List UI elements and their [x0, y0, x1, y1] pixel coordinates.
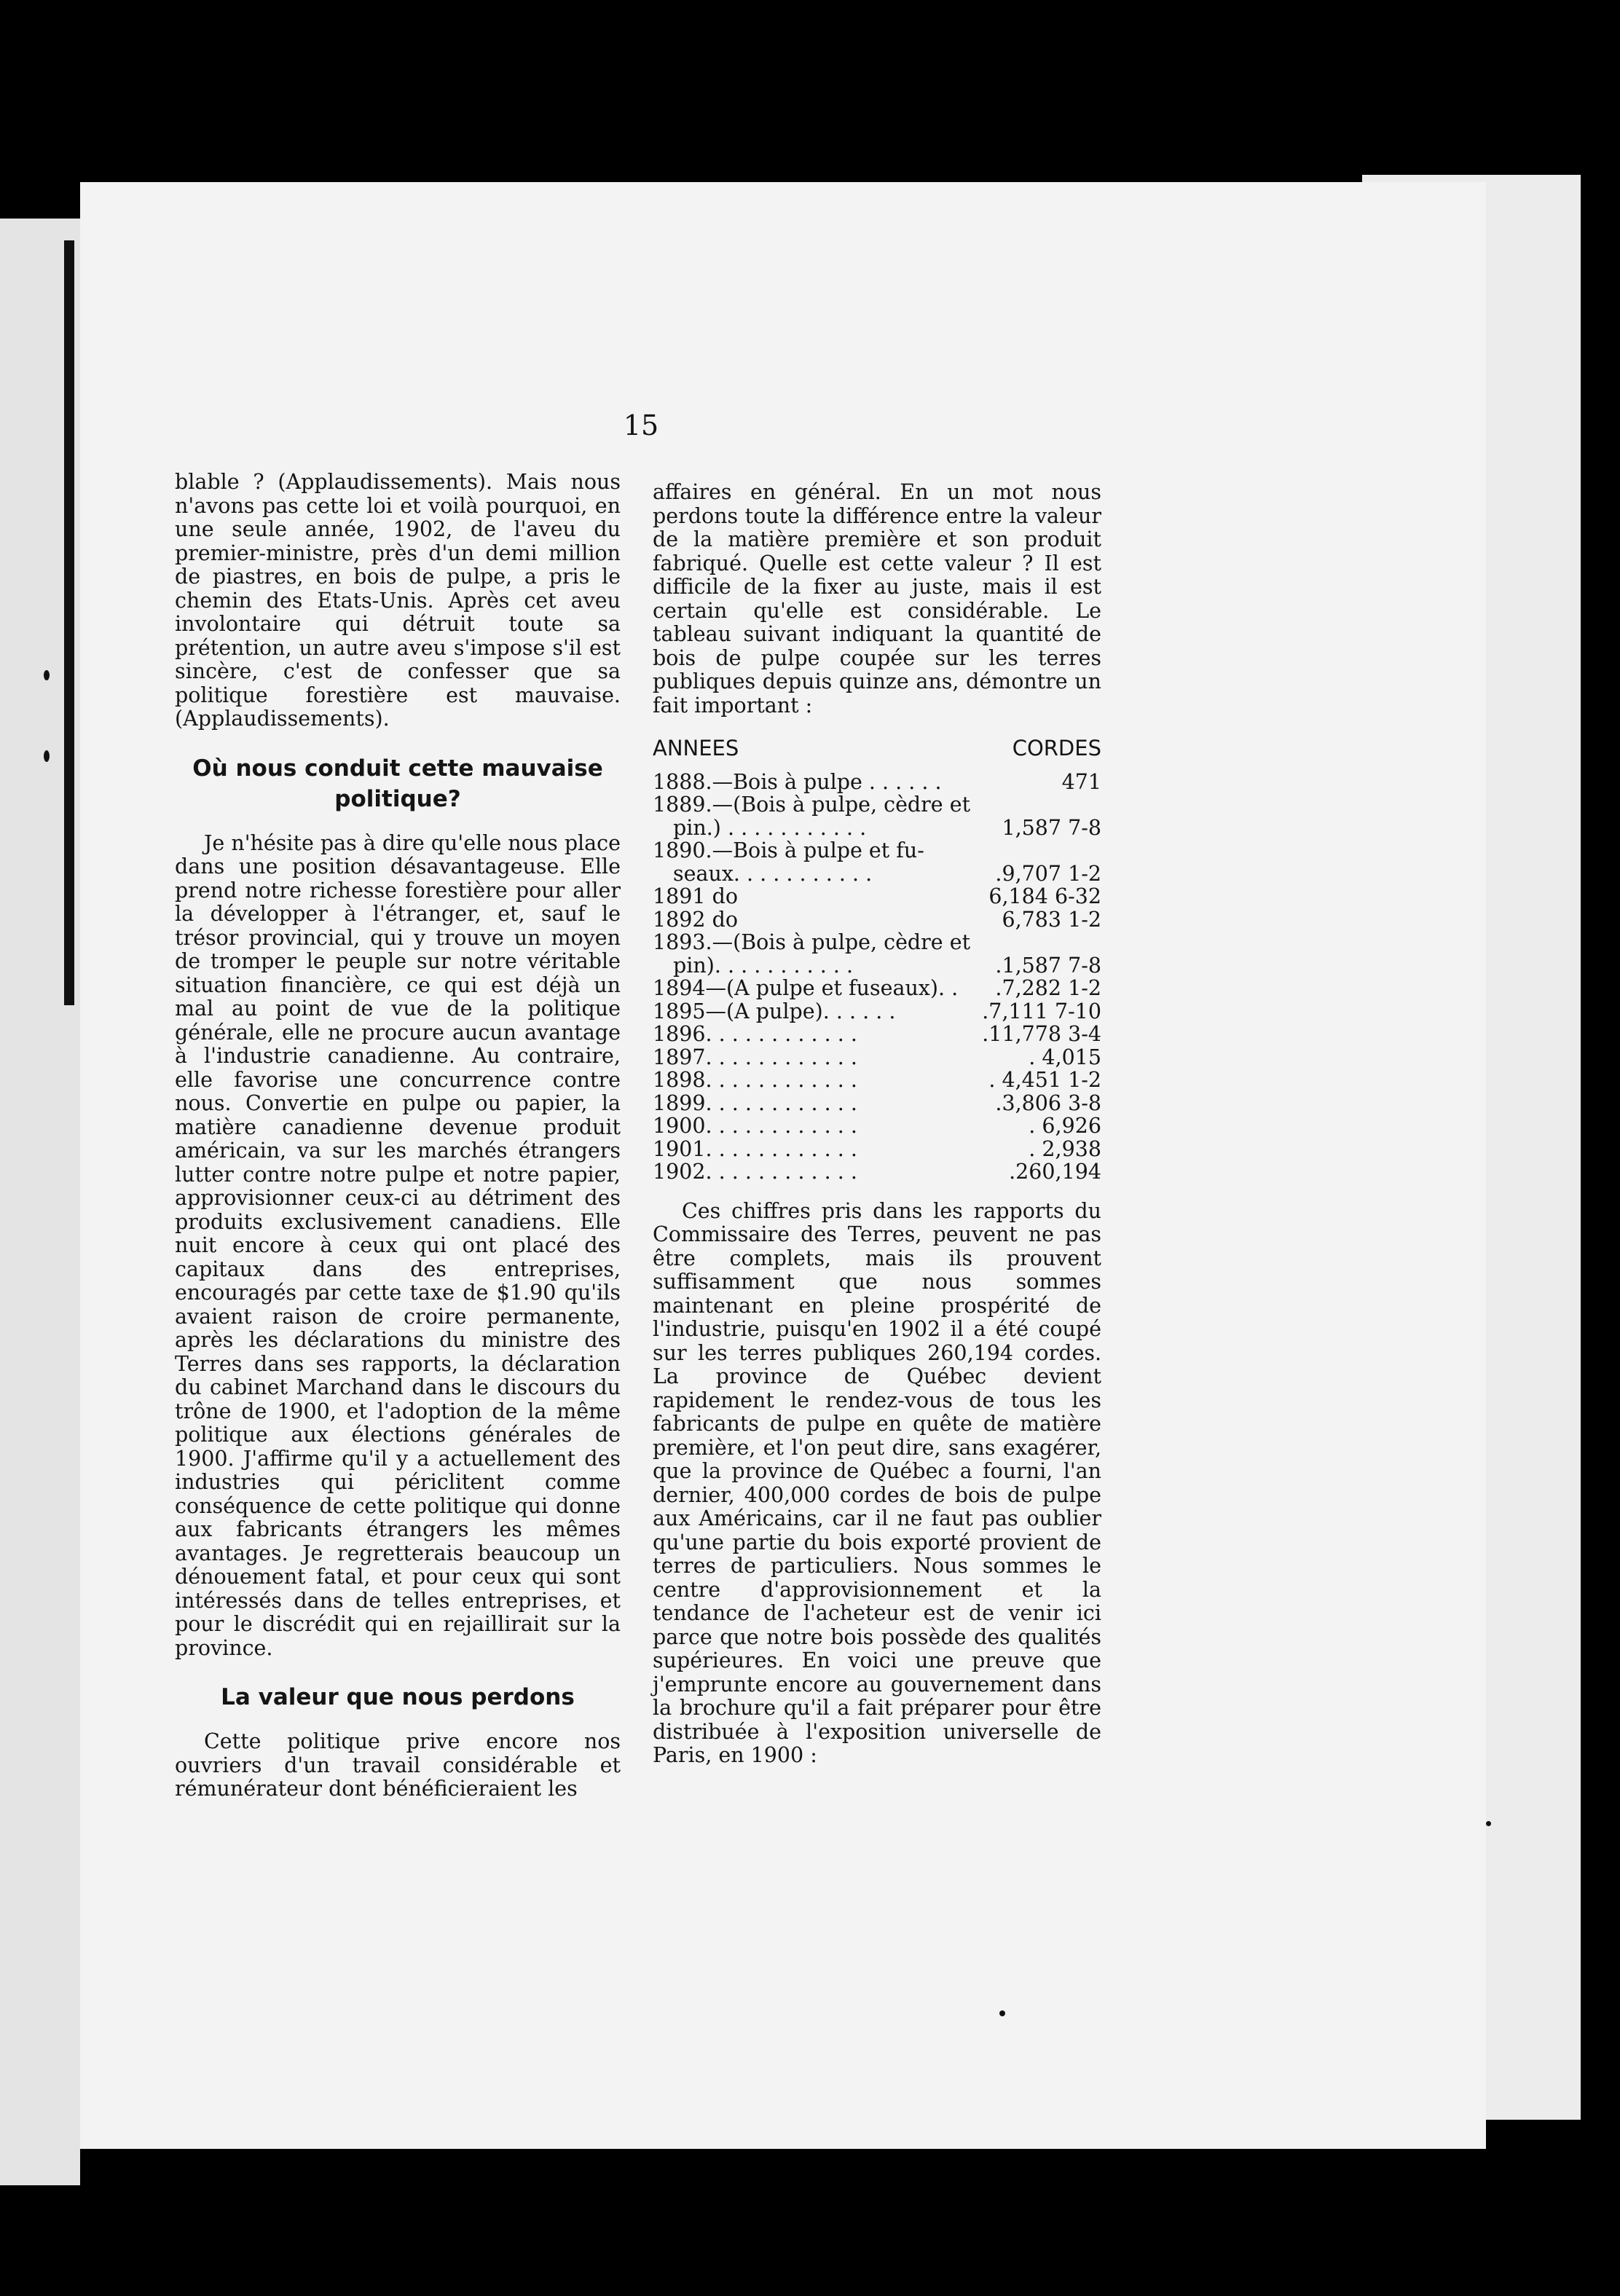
- table-row: [653, 908, 1101, 932]
- left-paragraph-1: blable ? (Applaudissements). Mais nous n'avons pas cette loi et voilà pourquoi, en une seule année, 1902, de l'aveu du premier-ministre, près d'un demi million de piastres, en bois de pulpe, a pris le chemin des Etats-Unis. Après cet aveu involontaire qui détruit toute sa prétention, un autre aveu s'impose s'il est sincère, c'est de confesser que sa politique forestière est mauvaise. (Applaudissements).: [175, 470, 621, 731]
- scan-speck: [1486, 1821, 1491, 1826]
- scan-speck: [44, 750, 50, 762]
- table-row: [653, 954, 1101, 978]
- table-row-label: 1894—(A pulpe et fuseaux). .: [653, 977, 959, 1000]
- table-row-value: .9,707 1-2: [995, 861, 1101, 886]
- table-row-label: 1888.—Bois à pulpe . . . . . .: [653, 770, 942, 793]
- table-row-label: 1890.—Bois à pulpe et fu-: [653, 839, 924, 862]
- table-row-value: 1,587 7-8: [1002, 815, 1101, 840]
- table-row-label: pin.) . . . . . . . . . . .: [673, 816, 867, 839]
- table-row-label: 1895—(A pulpe). . . . . .: [653, 999, 896, 1023]
- table-row-label: 1900. . . . . . . . . . . .: [653, 1114, 857, 1138]
- table-row-value: [1014, 839, 1101, 862]
- section-heading-1: Où nous conduit cette mauvaise politique?: [192, 755, 603, 812]
- table-header-cords: CORDES: [1012, 736, 1101, 760]
- right-paragraph-1: affaires en général. En un mot nous perdons toute la différence entre la valeur de la matière première et son produit fabriqué. Quelle est cette valeur ? Il est difficile de la fixer au juste, mais il est certain qu'elle est considérable. Le tableau suivant indiquant la quantité de bois de pulpe coupée sur les terres publiques depuis quinze ans, démontre un fait important :: [653, 480, 1101, 718]
- table-row-value: .1,587 7-8: [995, 953, 1101, 978]
- table-row: [653, 771, 1101, 794]
- table-row: [653, 1000, 1101, 1023]
- table-row-label: 1896. . . . . . . . . . . .: [653, 1023, 857, 1046]
- table-row: [653, 839, 1101, 862]
- table-row-value: . 6,926: [1029, 1114, 1101, 1138]
- table-row-label: 1897. . . . . . . . . . . .: [653, 1045, 857, 1069]
- table-row: [653, 1046, 1101, 1069]
- table-row-label: seaux. . . . . . . . . . .: [673, 862, 873, 885]
- table-row: [653, 977, 1101, 1000]
- table-row-value: .7,282 1-2: [995, 976, 1101, 1000]
- section-heading-2: La valeur que nous perdons: [221, 1684, 575, 1710]
- table-row-value: . 2,938: [1029, 1136, 1101, 1161]
- table-row-label: 1893.—(Bois à pulpe, cèdre et: [653, 931, 971, 954]
- table-row: [653, 1114, 1101, 1138]
- table-header: [653, 736, 1101, 760]
- left-column: [175, 471, 621, 1801]
- table-row: [653, 1069, 1101, 1092]
- page-number: 15: [623, 409, 659, 441]
- table-row-label: 1901. . . . . . . . . . . .: [653, 1137, 857, 1160]
- table-row: [653, 1138, 1101, 1161]
- table-row-label: 1892 do: [653, 908, 738, 931]
- table-row-value: 6,783 1-2: [1002, 907, 1101, 932]
- table-row: [653, 931, 1101, 954]
- left-paragraph-2: Je n'hésite pas à dire qu'elle nous place dans une position désavantageuse. Elle prend notre richesse forestière pour aller la développer à l'étranger, et, sauf le trésor provincial, qui y trouve un moyen de tromper le peuple sur notre véritable situation financière, ce qui est déjà un mal au point de vue de la politique générale, elle ne procure aucun avantage à l'industrie canadienne. Au contraire, elle favorise une concurrence contre nous. Convertie en pulpe ou papier, la matière canadienne devenue produit américain, va sur les marchés étrangers lutter contre notre pulpe et notre papier, approvisionner ceux-ci au détriment des produits exclusivement canadiens. Elle nuit encore à ceux qui ont placé des capitaux dans des entreprises, encouragés par cette taxe de $1.90 qu'ils avaient raison de croire permanente, après les déclarations du ministre des Terres dans ses rapports, la déclaration du cabinet Marchand dans le discours du trône de 1900, et l'adoption de la même politique aux élections générales de 1900. J'affirme qu'il y a actuellement des industries qui périclitent comme conséquence de cette politique qui donne aux fabricants étrangers les mêmes avantages. Je regretterais beaucoup un dénouement fatal, et pour ceux qui sont intéressés dans de telles entreprises, et pour le discrédit qui en rejaillirait sur la province.: [175, 830, 621, 1660]
- table-row-value: .3,806 3-8: [995, 1090, 1101, 1115]
- table-row-label: 1899. . . . . . . . . . . .: [653, 1091, 857, 1114]
- right-paragraph-2: Ces chiffres pris dans les rapports du Commissaire des Terres, peuvent ne pas être complets, mais ils prouvent suffisamment que nous sommes maintenant en pleine prospérité de l'industrie, puisqu'en 1902 il a été coupé sur les terres publiques 260,194 cordes. La province de Québec devient rapidement le rendez-vous de tous les fabricants de pulpe en quête de matière première, et l'on peut dire, sans exagérer, que la province de Québec a fourni, l'an dernier, 400,000 cordes de bois de pulpe aux Américains, car il ne faut pas oublier qu'une partie du bois exporté provient de terres de particuliers. Nous sommes le centre d'approvisionnement et la tendance de l'acheteur est de venir ici parce que notre bois possède des qualités supérieures. En voici une preuve que j'emprunte encore au gouvernement dans la brochure qu'il a fait préparer pour être distribuée à l'exposition universelle de Paris, en 1900 :: [653, 1198, 1101, 1767]
- table-row-label: 1891 do: [653, 885, 738, 908]
- table-row: [653, 1092, 1101, 1115]
- table-row: [653, 793, 1101, 817]
- left-paragraph-3: Cette politique prive encore nos ouvriers d'un travail considérable et rémunérateur dont bénéficieraient les: [175, 1729, 621, 1801]
- table-row-value: [1014, 931, 1101, 954]
- table-row-label: pin). . . . . . . . . . .: [673, 954, 854, 977]
- table-row-label: 1902. . . . . . . . . . . .: [653, 1160, 857, 1184]
- table-row-label: 1889.—(Bois à pulpe, cèdre et: [653, 793, 971, 817]
- table-header-years: ANNEES: [653, 736, 739, 760]
- table-row-value: 471: [1061, 769, 1101, 794]
- scan-speck: [44, 670, 50, 680]
- table-spacer: [653, 1184, 1101, 1200]
- table-row-label: 1898. . . . . . . . . . . .: [653, 1069, 857, 1092]
- table-row: [653, 885, 1101, 908]
- table-row-value: 6,184 6-32: [988, 884, 1101, 908]
- right-column: [653, 481, 1101, 1768]
- table-row-value: .260,194: [1009, 1160, 1101, 1184]
- table-row-value: . 4,015: [1029, 1045, 1101, 1069]
- scan-speck: [999, 2010, 1005, 2016]
- table-row-value: .7,111 7-10: [982, 999, 1101, 1023]
- table-row: [653, 817, 1101, 840]
- table-row-value: . 4,451 1-2: [988, 1068, 1101, 1092]
- table-row: [653, 1023, 1101, 1046]
- binding-gutter: [64, 240, 74, 1005]
- cords-table: [653, 771, 1101, 1184]
- table-row: [653, 862, 1101, 886]
- table-row: [653, 1160, 1101, 1184]
- table-row-value: [1014, 793, 1101, 817]
- table-row-value: .11,778 3-4: [982, 1022, 1101, 1046]
